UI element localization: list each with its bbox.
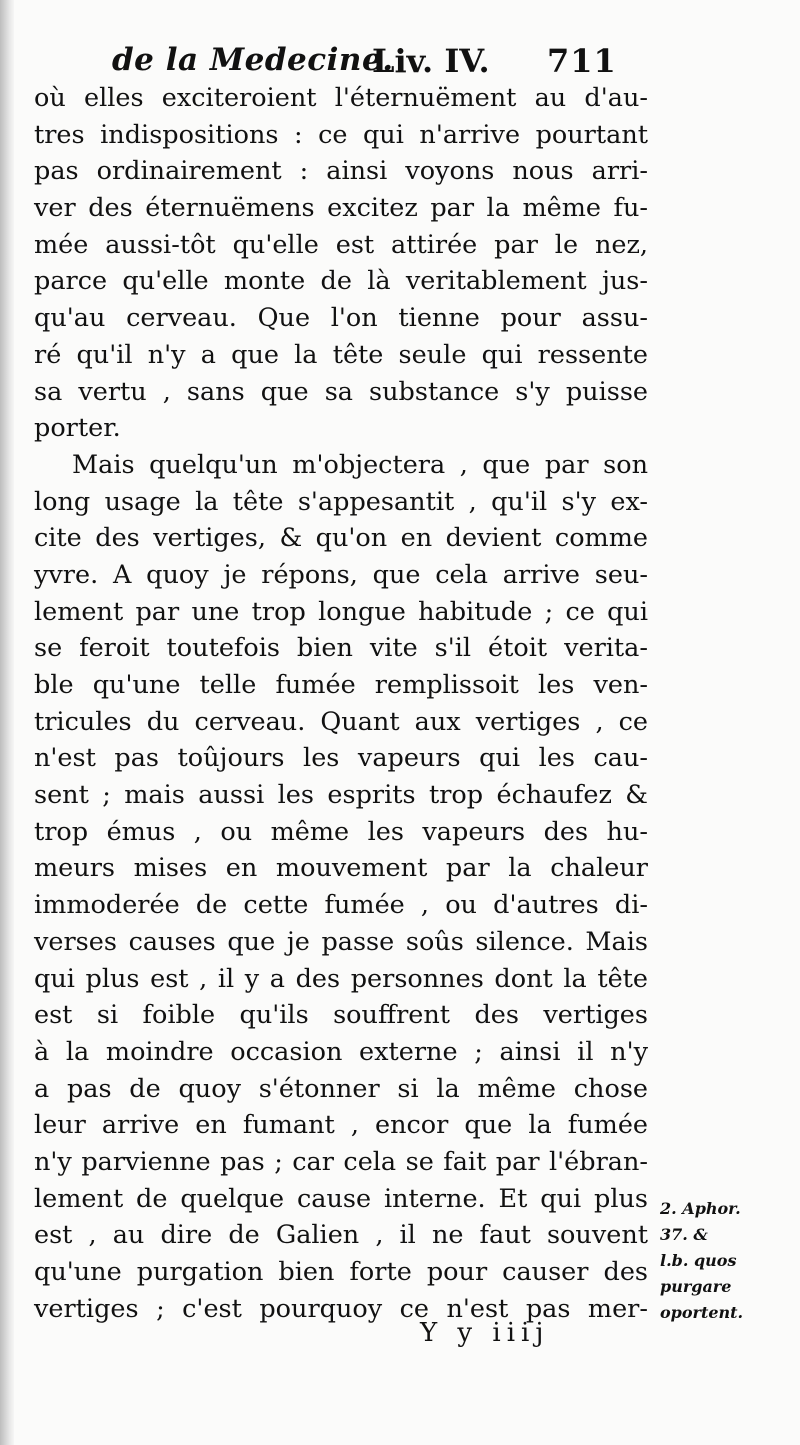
text-line: pas ordinairement : ainsi voyons nous arri- — [34, 156, 648, 187]
text-line: à la moindre occasion externe ; ainsi il n'y — [34, 1036, 648, 1067]
text-line: où elles exciteroient l'éternuëment au d'au- — [34, 83, 648, 113]
text-line: vertiges ; c'est pourquoy ce n'est pas mer- — [34, 1293, 648, 1324]
marginal-note-line: 37. & — [660, 1225, 708, 1244]
text-line: porter. — [34, 413, 121, 444]
text-line: qu'au cerveau. Que l'on tienne pour assu- — [34, 303, 648, 334]
text-line: tres indispositions : ce qui n'arrive pourtant — [34, 119, 648, 150]
marginal-note-line: 2. Aphor. — [660, 1199, 741, 1218]
text-line: sa vertu , sans que sa substance s'y puisse — [34, 376, 648, 407]
marginal-note-line: oportent. — [660, 1303, 744, 1322]
text-line: qu'une purgation bien forte pour causer des — [34, 1257, 648, 1287]
text-line: a pas de quoy s'étonner si la même chose — [34, 1073, 648, 1104]
text-line: immoderée de cette fumée , ou d'autres di- — [34, 890, 648, 921]
running-head-title: de la Medecine. — [112, 42, 394, 78]
marginal-note — [660, 1196, 790, 1326]
marginal-note-line: l.b. quos — [660, 1251, 737, 1270]
text-line: qui plus est , il y a des personnes dont la tête — [34, 963, 648, 994]
text-line: meurs mises en mouvement par la chaleur — [34, 853, 648, 884]
text-line: Mais quelqu'un m'objectera , que par son — [72, 449, 648, 480]
text-line: mée aussi-tôt qu'elle est attirée par le nez, — [34, 229, 648, 260]
text-line: lement par une trop longue habitude ; ce qui — [34, 596, 648, 627]
text-line: n'y parvienne pas ; car cela se fait par l'ébran- — [34, 1146, 648, 1177]
text-line: n'est pas toûjours les vapeurs qui les cau- — [34, 743, 648, 774]
text-line: long usage la tête s'appesantit , qu'il s'y ex- — [34, 486, 648, 517]
page-gutter-shadow — [0, 0, 14, 1445]
text-line: ble qu'une telle fumée remplissoit les ven- — [34, 670, 648, 700]
text-line: tricules du cerveau. Quant aux vertiges , ce — [34, 706, 648, 737]
text-line: est si foible qu'ils souffrent des vertiges — [34, 1000, 648, 1031]
text-line: lement de quelque cause interne. Et qui plus — [34, 1183, 648, 1214]
text-line: parce qu'elle monte de là veritablement jus- — [34, 266, 648, 297]
text-line: ver des éternuëmens excitez par la même fu- — [34, 193, 648, 224]
text-line: cite des vertiges, & qu'on en devient comme — [34, 523, 648, 554]
text-line: se feroit toutefois bien vite s'il étoit verita- — [34, 633, 648, 664]
text-line: ré qu'il n'y a que la tête seule qui ressente — [34, 339, 648, 370]
text-line: leur arrive en fumant , encor que la fumée — [34, 1110, 648, 1141]
running-head-book: Liv. IV. — [372, 42, 490, 80]
marginal-note-line: purgare — [660, 1277, 732, 1296]
text-line: sent ; mais aussi les esprits trop échaufez & — [34, 780, 648, 811]
signature-mark: Y y iiij — [420, 1318, 550, 1348]
text-line: trop émus , ou même les vapeurs des hu- — [34, 816, 648, 847]
body-text — [34, 80, 648, 1327]
text-line: yvre. A quoy je répons, que cela arrive seu- — [34, 559, 648, 590]
page-number: 711 — [547, 42, 617, 80]
text-line: est , au dire de Galien , il ne faut souvent — [34, 1220, 648, 1251]
text-line: verses causes que je passe soûs silence. Mais — [34, 926, 648, 957]
